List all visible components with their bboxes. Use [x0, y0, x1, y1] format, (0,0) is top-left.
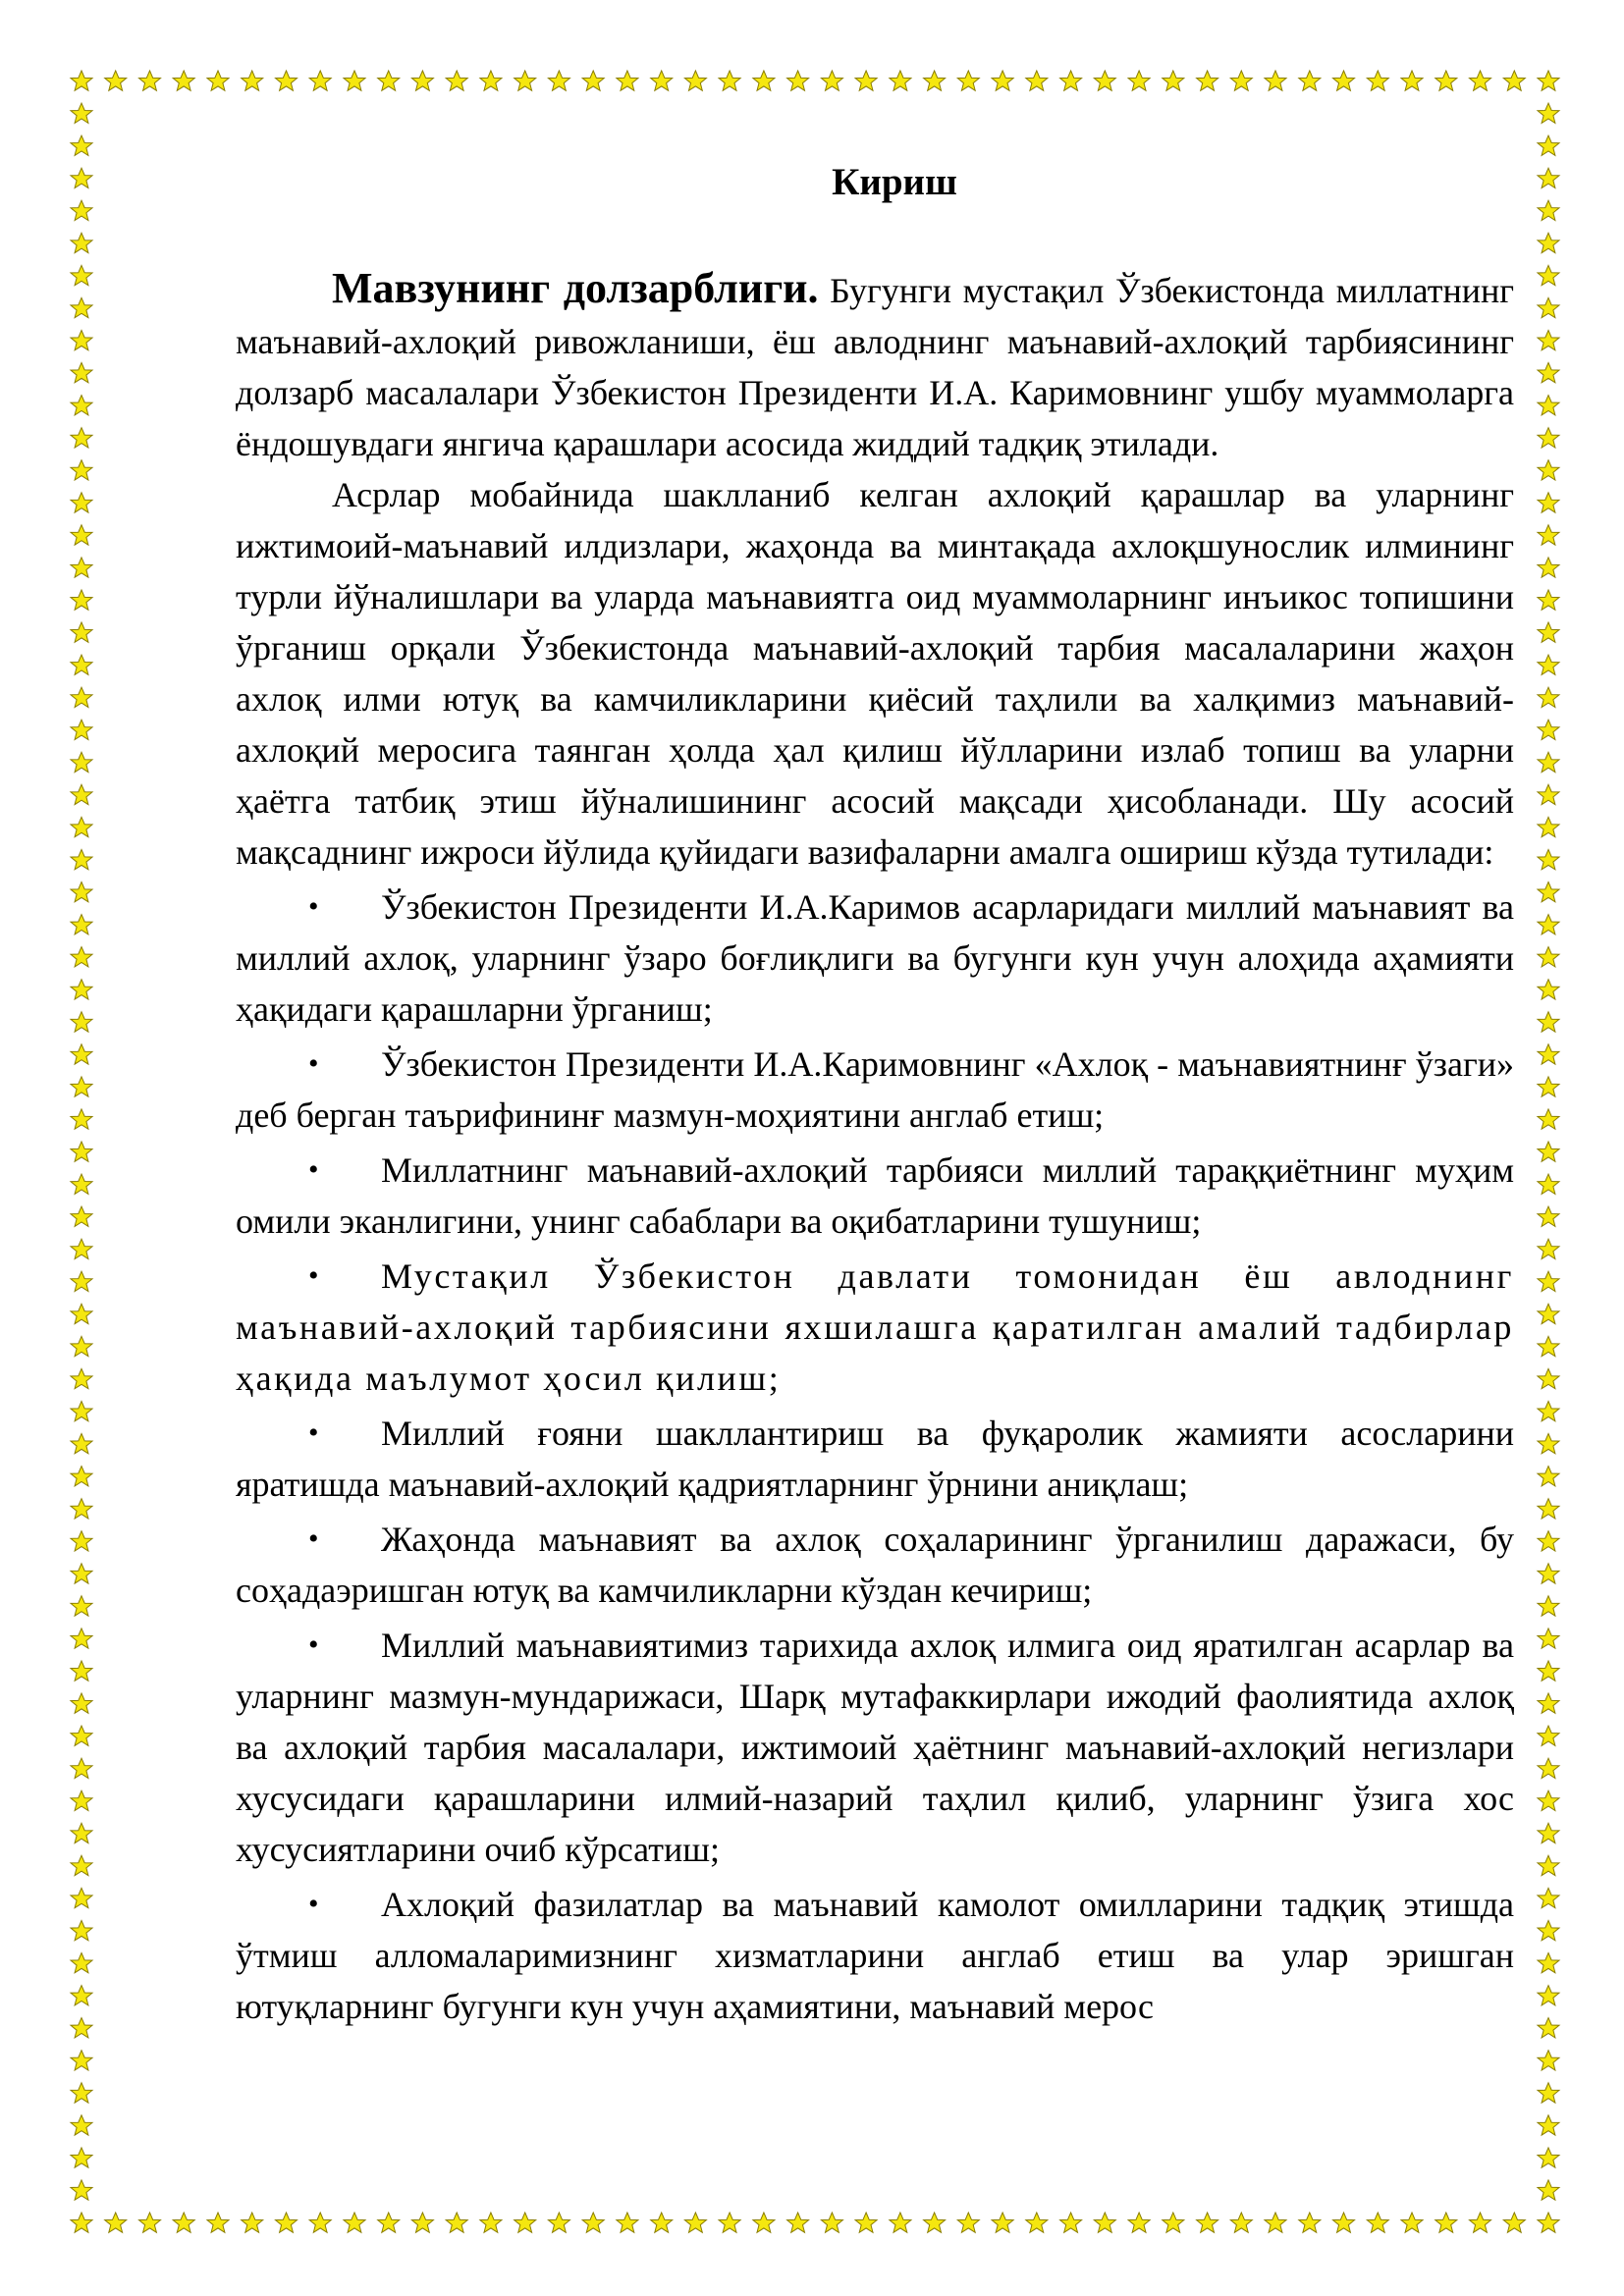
bullet-icon: •	[308, 890, 319, 923]
star-icon	[1538, 168, 1559, 187]
star-icon	[1538, 2051, 1559, 2070]
bullet-icon: •	[308, 1259, 322, 1292]
star-icon	[71, 882, 92, 902]
star-icon	[1538, 590, 1559, 610]
star-icon	[1538, 1012, 1559, 1032]
star-icon	[1538, 1499, 1559, 1519]
star-icon	[821, 71, 842, 90]
star-icon	[1538, 1693, 1559, 1713]
star-icon	[1538, 1855, 1559, 1875]
star-icon	[1538, 200, 1559, 220]
star-icon	[1094, 2213, 1115, 2232]
star-icon	[411, 71, 433, 90]
star-icon	[71, 2018, 92, 2038]
star-icon	[71, 1693, 92, 1713]
star-icon	[71, 752, 92, 772]
star-icon	[1163, 2213, 1184, 2232]
bullet-icon: •	[308, 1047, 319, 1080]
star-icon	[378, 71, 400, 90]
star-icon	[514, 2213, 536, 2232]
star-icon	[821, 2213, 842, 2232]
star-icon	[71, 1142, 92, 1161]
star-icon	[71, 1239, 92, 1258]
star-icon	[1538, 297, 1559, 317]
star-icon	[1538, 103, 1559, 123]
star-icon	[617, 2213, 638, 2232]
star-icon	[71, 1304, 92, 1323]
star-icon	[1538, 1823, 1559, 1842]
star-icon	[71, 1336, 92, 1356]
star-icon	[71, 493, 92, 512]
star-icon	[71, 1402, 92, 1421]
star-icon	[1538, 1044, 1559, 1064]
star-icon	[71, 1012, 92, 1032]
star-icon	[446, 71, 467, 90]
list-item: • Ўзбекистон Президенти И.А.Каримовнинг «Ахлоқ - маънавиятнинғ ўзаги» деб берган таърифининғ мазмун-моҳиятини англаб етиш;	[236, 1039, 1514, 1141]
star-icon	[1538, 1304, 1559, 1323]
star-icon	[1538, 882, 1559, 902]
star-icon	[71, 1434, 92, 1454]
star-icon	[787, 2213, 809, 2232]
star-icon	[1538, 784, 1559, 804]
star-icon	[1538, 1206, 1559, 1226]
star-icon	[173, 2213, 194, 2232]
star-icon	[1538, 1758, 1559, 1778]
star-icon	[71, 622, 92, 642]
list-item: • Жаҳонда маънавият ва ахлоқ соҳаларининг ўрганилиш даражаси, бу соҳадаэришган ютуқ ва камчиликларни кўздан кечириш;	[236, 1514, 1514, 1616]
star-icon	[71, 331, 92, 350]
star-icon	[787, 71, 809, 90]
star-icon	[71, 655, 92, 674]
star-icon	[344, 71, 365, 90]
star-icon	[1503, 71, 1525, 90]
star-icon	[309, 71, 331, 90]
star-icon	[71, 1271, 92, 1291]
star-icon	[1470, 71, 1491, 90]
star-icon	[71, 525, 92, 545]
star-icon	[1538, 558, 1559, 577]
star-icon	[1060, 71, 1082, 90]
star-icon	[1026, 2213, 1048, 2232]
star-icon	[1060, 2213, 1082, 2232]
star-icon	[1538, 687, 1559, 707]
star-icon	[1538, 1629, 1559, 1648]
star-icon	[1538, 1142, 1559, 1161]
star-icon	[1538, 947, 1559, 967]
star-icon	[957, 71, 979, 90]
star-icon	[71, 396, 92, 415]
star-icon	[71, 558, 92, 577]
star-icon	[1538, 1726, 1559, 1745]
star-icon	[1538, 1077, 1559, 1096]
star-icon	[719, 2213, 740, 2232]
star-icon	[1538, 1986, 1559, 2005]
star-icon	[1197, 2213, 1218, 2232]
star-icon	[71, 1044, 92, 1064]
star-icon	[71, 265, 92, 285]
star-icon	[71, 2083, 92, 2103]
star-icon	[1538, 265, 1559, 285]
star-icon	[1128, 2213, 1150, 2232]
star-icon	[71, 1986, 92, 2005]
star-icon	[71, 2051, 92, 2070]
star-icon	[71, 980, 92, 999]
star-icon	[1538, 1921, 1559, 1941]
star-icon	[1538, 817, 1559, 836]
star-icon	[684, 2213, 706, 2232]
star-icon	[139, 2213, 161, 2232]
star-icon	[71, 1109, 92, 1129]
star-icon	[1538, 2148, 1559, 2167]
star-icon	[446, 2213, 467, 2232]
star-icon	[71, 947, 92, 967]
star-icon	[1538, 1434, 1559, 1454]
star-icon	[1538, 2213, 1559, 2232]
star-icon	[71, 1499, 92, 1519]
star-icon	[1538, 1336, 1559, 1356]
star-icon	[1538, 428, 1559, 448]
star-icon	[71, 817, 92, 836]
star-icon	[71, 1174, 92, 1194]
star-icon	[1538, 396, 1559, 415]
star-icon	[71, 590, 92, 610]
star-icon	[71, 1823, 92, 1842]
star-icon	[548, 71, 569, 90]
star-icon	[480, 71, 502, 90]
star-icon	[71, 1206, 92, 1226]
star-icon	[71, 1564, 92, 1583]
star-icon	[1401, 2213, 1423, 2232]
star-icon	[71, 850, 92, 870]
star-icon	[1538, 850, 1559, 870]
star-icon	[242, 71, 263, 90]
star-icon	[1538, 1467, 1559, 1486]
star-icon	[71, 1888, 92, 1907]
star-icon	[105, 71, 127, 90]
star-icon	[71, 687, 92, 707]
page-title: Кириш	[832, 161, 957, 203]
star-icon	[1538, 1239, 1559, 1258]
star-icon	[71, 363, 92, 383]
bullet-icon: •	[308, 1153, 319, 1186]
star-icon	[1299, 2213, 1321, 2232]
bullet-icon: •	[308, 1416, 319, 1449]
star-icon	[1163, 71, 1184, 90]
star-icon	[207, 71, 229, 90]
star-icon	[1128, 71, 1150, 90]
star-icon	[1538, 1174, 1559, 1194]
star-icon	[1299, 71, 1321, 90]
star-icon	[924, 2213, 946, 2232]
star-icon	[71, 1077, 92, 1096]
star-icon	[753, 71, 775, 90]
intro-text: Бугунги мустақил Ўзбекистонда миллатнинг маънавий-ахлоқий ривожланиши, ёш авлоднинг маънавий-ахлоқий тарбиясининг долзарб масалалари Ўзбекистон Президенти И.А. Каримовнинг ушбу муаммоларга ёндошувдаги янгича қарашлари асосида жиддий тадқиқ этилади.	[236, 271, 1515, 463]
star-icon	[71, 1921, 92, 1941]
star-icon	[1538, 363, 1559, 383]
star-icon	[71, 915, 92, 934]
star-icon	[344, 2213, 365, 2232]
star-icon	[1538, 1888, 1559, 1907]
bullet-icon: •	[308, 1629, 319, 1661]
star-icon	[71, 297, 92, 317]
star-icon	[71, 460, 92, 480]
star-icon	[71, 784, 92, 804]
list-item: • Миллий маънавиятимиз тарихида ахлоқ илмига оид яратилган асарлар ва уларнинг мазмун-мундарижаси, Шарқ мутафаккирлари ижодий фаолиятида ахлоқ ва ахлоқий тарбия масалалари, ижтимоий ҳаётнинг маънавий-ахлоқий негизлари хусусидаги қарашларини илмий-назарий таҳлил қилиб, уларнинг ўзига хос хусусиятларини очиб кўрсатиш;	[236, 1620, 1514, 1875]
list-item: • Ахлоқий фазилатлар ва маънавий камолот омилларини тадқиқ этишда ўтмиш алломаларимизнинг хизматларини англаб етиш ва улар эришган ютуқларнинг бугунги кун учун аҳамиятини, маънавий мерос	[236, 1879, 1514, 2032]
star-icon	[71, 200, 92, 220]
star-icon	[1538, 720, 1559, 739]
task-list	[236, 881, 1514, 2032]
star-icon	[1333, 2213, 1355, 2232]
star-icon	[71, 1596, 92, 1616]
star-icon	[1230, 2213, 1252, 2232]
star-icon	[1538, 1790, 1559, 1810]
intro-lead: Мавзунинг долзарблиги.	[332, 264, 819, 312]
star-icon	[651, 2213, 673, 2232]
star-icon	[207, 2213, 229, 2232]
star-icon	[1538, 980, 1559, 999]
list-item: • Ўзбекистон Президенти И.А.Каримов асарларидаги миллий маънавият ва миллий ахлоқ, уларнинг ўзаро боғлиқлиги ва бугунги кун учун алоҳида аҳамияти ҳақидаги қарашларни ўрганиш;	[236, 881, 1514, 1035]
star-icon	[71, 2180, 92, 2200]
star-icon	[1538, 1368, 1559, 1388]
star-icon	[1538, 2018, 1559, 2038]
star-icon	[924, 71, 946, 90]
star-icon	[411, 2213, 433, 2232]
star-icon	[71, 1790, 92, 1810]
star-icon	[1538, 493, 1559, 512]
intro-paragraph	[236, 263, 1514, 469]
star-icon	[957, 2213, 979, 2232]
bullet-icon: •	[308, 1522, 319, 1555]
star-icon	[548, 2213, 569, 2232]
star-icon	[1230, 71, 1252, 90]
star-icon	[855, 71, 877, 90]
star-icon	[1503, 2213, 1525, 2232]
star-icon	[651, 71, 673, 90]
star-icon	[1538, 1271, 1559, 1291]
star-icon	[855, 2213, 877, 2232]
star-icon	[1333, 71, 1355, 90]
star-icon	[992, 71, 1013, 90]
star-icon	[1538, 1564, 1559, 1583]
star-icon	[1538, 2180, 1559, 2200]
star-icon	[514, 71, 536, 90]
star-icon	[1538, 525, 1559, 545]
list-item: • Миллатнинг маънавий-ахлоқий тарбияси миллий тараққиётнинг муҳим омили эканлигини, унинг сабаблари ва оқибатларини тушуниш;	[236, 1145, 1514, 1247]
star-icon	[1538, 655, 1559, 674]
star-icon	[71, 2115, 92, 2135]
star-icon	[1435, 71, 1457, 90]
star-icon	[71, 1467, 92, 1486]
star-icon	[1538, 2115, 1559, 2135]
star-icon	[276, 71, 298, 90]
star-icon	[684, 71, 706, 90]
star-icon	[71, 1629, 92, 1648]
star-icon	[1094, 71, 1115, 90]
star-icon	[378, 2213, 400, 2232]
star-icon	[71, 2148, 92, 2167]
star-icon	[1265, 71, 1286, 90]
star-icon	[753, 2213, 775, 2232]
star-icon	[1197, 71, 1218, 90]
star-icon	[1401, 71, 1423, 90]
star-icon	[105, 2213, 127, 2232]
star-icon	[71, 1531, 92, 1551]
star-icon	[71, 1726, 92, 1745]
star-icon	[1538, 1596, 1559, 1616]
list-item: • Мустақил Ўзбекистон давлати томонидан ёш авлоднинг маънавий-ахлоқий тарбиясини яхшилашга қаратилган амалий тадбирлар ҳақида маълумот ҳосил қилиш;	[236, 1251, 1514, 1404]
list-item: • Миллий ғояни шакллантириш ва фуқаролик жамияти асосларини яратишда маънавий-ахлоқий қадриятларнинг ўрнини аниқлаш;	[236, 1408, 1514, 1510]
star-icon	[1538, 1953, 1559, 1973]
star-icon	[890, 2213, 911, 2232]
star-icon	[1538, 331, 1559, 350]
star-icon	[71, 168, 92, 187]
star-icon	[480, 2213, 502, 2232]
star-icon	[1538, 1661, 1559, 1681]
star-icon	[719, 71, 740, 90]
star-icon	[242, 2213, 263, 2232]
star-icon	[1265, 2213, 1286, 2232]
star-icon	[1367, 71, 1388, 90]
star-icon	[71, 1855, 92, 1875]
star-icon	[309, 2213, 331, 2232]
star-icon	[71, 71, 92, 90]
document-body	[236, 157, 1514, 2036]
star-icon	[1538, 71, 1559, 90]
star-icon	[617, 71, 638, 90]
star-icon	[1367, 2213, 1388, 2232]
star-icon	[71, 1953, 92, 1973]
star-icon	[71, 1661, 92, 1681]
star-icon	[71, 135, 92, 155]
star-icon	[1538, 2083, 1559, 2103]
star-icon	[71, 1368, 92, 1388]
star-icon	[1435, 2213, 1457, 2232]
star-icon	[71, 720, 92, 739]
star-icon	[1538, 1402, 1559, 1421]
star-icon	[71, 428, 92, 448]
star-icon	[1538, 622, 1559, 642]
star-icon	[71, 233, 92, 252]
star-icon	[139, 71, 161, 90]
star-icon	[173, 71, 194, 90]
star-icon	[1538, 752, 1559, 772]
bullet-icon: •	[308, 1888, 319, 1920]
star-icon	[890, 71, 911, 90]
star-icon	[582, 2213, 604, 2232]
star-icon	[276, 2213, 298, 2232]
star-icon	[1538, 1109, 1559, 1129]
star-icon	[71, 1758, 92, 1778]
star-icon	[1538, 915, 1559, 934]
star-icon	[992, 2213, 1013, 2232]
star-icon	[1538, 135, 1559, 155]
star-icon	[582, 71, 604, 90]
star-icon	[1538, 1531, 1559, 1551]
star-icon	[1026, 71, 1048, 90]
star-icon	[1538, 233, 1559, 252]
star-icon	[71, 103, 92, 123]
paragraph-2: Асрлар мобайнида шаклланиб келган ахлоқий қарашлар ва уларнинг ижтимоий-маънавий илдизлари, жаҳонда ва минтақада ахлоқшунослик илмининг турли йўналишлари ва уларда маънавиятга оид муаммоларнинг инъикос топишини ўрганиш орқали Ўзбекистонда маънавий-ахлоқий тарбия масалаларини жаҳон ахлоқ илми ютуқ ва камчиликларини қиёсий таҳлили ва халқимиз маънавий-ахлоқий меросига таянган ҳолда ҳал қилиш йўлларини излаб топиш ва уларни ҳаётга татбиқ этиш йўналишининг асосий мақсади ҳисобланади. Шу асосий мақсаднинг ижроси йўлида қуйидаги вазифаларни амалга ошириш кўзда тутилади:	[236, 475, 1514, 872]
star-icon	[1470, 2213, 1491, 2232]
star-icon	[1538, 460, 1559, 480]
star-icon	[71, 2213, 92, 2232]
